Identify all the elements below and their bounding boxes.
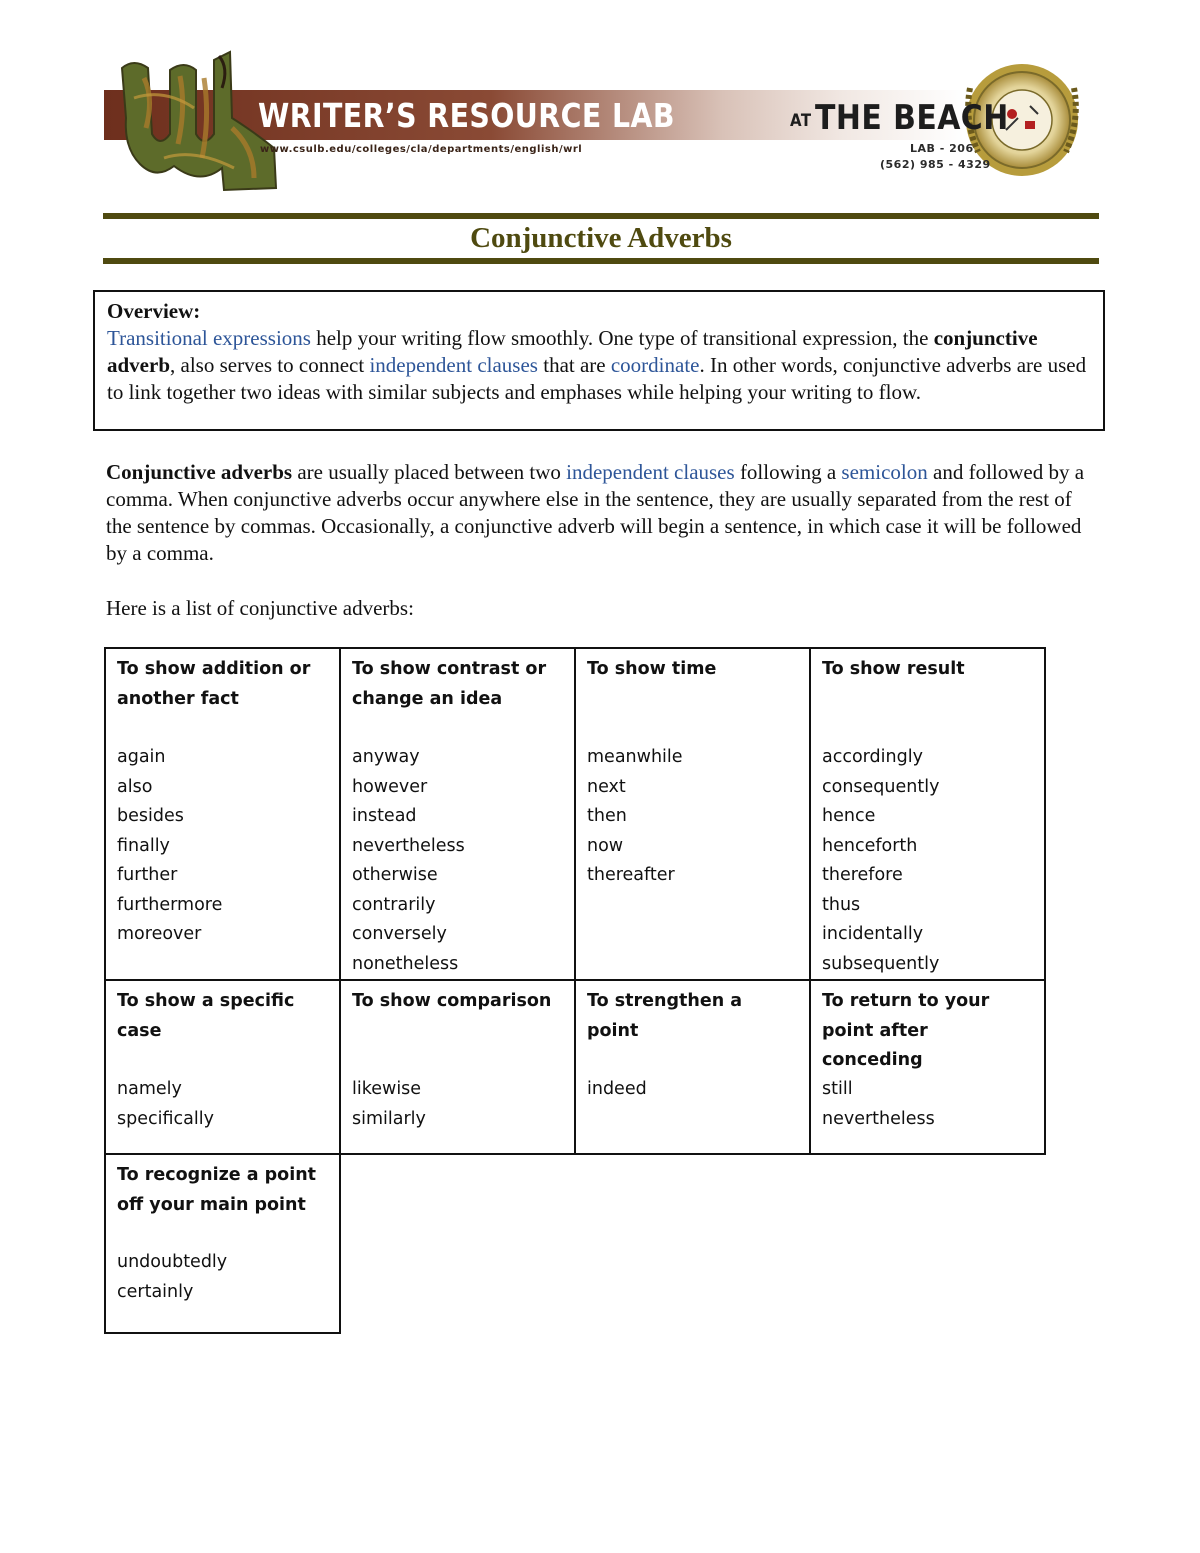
list-item: consequently	[822, 776, 940, 797]
list-item: however	[352, 776, 428, 797]
table-cell	[105, 648, 340, 980]
at-the-beach	[790, 98, 1009, 138]
overview-text: . In other words, conjunctive adverbs are used to link together two ideas with similar subjects and emphases while helping your writing to flow.	[107, 353, 1087, 404]
table-cell	[810, 648, 1045, 980]
link-transitional-expressions[interactable]: Transitional expressions	[107, 326, 311, 350]
word-list	[352, 743, 564, 979]
table-cell	[575, 648, 810, 980]
list-item: subsequently	[822, 953, 940, 974]
cell-heading: To show contrast or change an idea	[352, 659, 547, 709]
list-item: also	[117, 776, 153, 797]
list-item: again	[117, 747, 166, 767]
para-text: and followed by a comma. When conjunctive adverbs occur anywhere else in the sentence, they are usually separated from the rest of the sentence by commas. Occasionally, a conjunctive adverb will begin a sentence, in which case it will be followed by a comma.	[106, 460, 1085, 565]
list-item: thus	[822, 894, 861, 915]
list-item: similarly	[352, 1108, 426, 1129]
list-item: meanwhile	[587, 747, 683, 767]
list-item: finally	[117, 835, 170, 856]
list-item: nevertheless	[822, 1108, 935, 1129]
list-item: then	[587, 806, 627, 826]
empty-cell	[340, 1154, 575, 1333]
lab-phone: (562) 985 - 4329	[880, 158, 991, 171]
cell-heading: To return to your point after conceding	[822, 991, 990, 1070]
list-item: anyway	[352, 747, 420, 767]
word-list	[117, 1075, 329, 1134]
conjunctive-adverbs-table	[104, 647, 1046, 1334]
list-intro: Here is a list of conjunctive adverbs:	[106, 596, 414, 620]
cell-heading: To show a specific case	[117, 991, 295, 1041]
para-text: following a	[734, 460, 842, 484]
cell-heading: To show addition or another fact	[117, 659, 311, 709]
cell-heading: To strengthen a point	[587, 991, 743, 1041]
empty-cell	[810, 1154, 1045, 1333]
link-coordinate[interactable]: coordinate	[610, 353, 700, 377]
lab-name: WRITER’S RESOURCE LAB	[258, 96, 675, 135]
link-independent-clauses[interactable]: independent clauses	[566, 460, 735, 484]
link-semicolon[interactable]: semicolon	[841, 460, 928, 484]
table-row	[105, 980, 1045, 1154]
table-cell	[105, 980, 340, 1154]
title-rule-bottom	[103, 258, 1099, 264]
overview-text: that are	[537, 353, 611, 377]
list-item: nonetheless	[352, 953, 459, 974]
word-list	[117, 1248, 329, 1307]
list-item: otherwise	[352, 865, 438, 885]
list-item: moreover	[117, 924, 202, 944]
link-independent-clauses[interactable]: independent clauses	[369, 353, 538, 377]
list-item: nevertheless	[352, 835, 465, 856]
lab-url[interactable]: www.csulb.edu/colleges/cla/departments/english/wrl	[260, 144, 583, 155]
table-cell	[340, 648, 575, 980]
table-cell	[810, 980, 1045, 1154]
list-item: still	[822, 1079, 853, 1099]
word-list	[352, 1075, 564, 1134]
list-item: further	[117, 865, 178, 885]
list-item: likewise	[352, 1079, 422, 1099]
word-list	[117, 743, 329, 950]
cell-heading: To recognize a point off your main point	[117, 1165, 317, 1215]
page-title: Conjunctive Adverbs	[470, 222, 732, 254]
cell-heading: To show time	[587, 659, 717, 679]
title-rule-top	[103, 213, 1099, 219]
list-item: furthermore	[117, 894, 223, 915]
list-item: therefore	[822, 865, 903, 885]
list-item: next	[587, 776, 626, 797]
intro-paragraph	[106, 459, 1096, 567]
header-banner	[104, 48, 1094, 198]
list-item: now	[587, 835, 624, 856]
list-item: namely	[117, 1079, 182, 1099]
list-item: accordingly	[822, 747, 923, 767]
lab-room: LAB - 206	[910, 142, 974, 155]
list-item: indeed	[587, 1079, 647, 1099]
table-cell	[340, 980, 575, 1154]
table-cell	[105, 1154, 340, 1333]
list-item: certainly	[117, 1281, 194, 1302]
list-item: conversely	[352, 924, 447, 944]
list-item: besides	[117, 806, 184, 826]
empty-cell	[575, 1154, 810, 1333]
list-item: specifically	[117, 1108, 214, 1129]
para-bold-term: Conjunctive adverbs	[106, 460, 293, 484]
table-cell	[575, 980, 810, 1154]
cell-heading: To show result	[822, 659, 965, 679]
overview-text: help your writing flow smoothly. One type of transitional expression, the	[310, 326, 934, 350]
word-list	[587, 1075, 799, 1105]
list-item: thereafter	[587, 865, 675, 885]
list-item: henceforth	[822, 835, 918, 856]
list-item: contrarily	[352, 894, 436, 915]
word-list	[587, 743, 799, 891]
list-item: hence	[822, 806, 876, 826]
word-list	[822, 743, 1034, 979]
overview-bold-term: conjunctive adverb	[107, 326, 1038, 377]
beach-label: THE BEACH	[815, 98, 1009, 138]
overview-text: , also serves to connect	[170, 353, 370, 377]
cell-heading: To show comparison	[352, 991, 552, 1011]
para-text: are usually placed between two	[292, 460, 567, 484]
list-item: incidentally	[822, 924, 924, 944]
overview-box	[93, 290, 1105, 431]
table-row	[105, 1154, 1045, 1333]
list-item: instead	[352, 806, 417, 826]
at-label: AT	[790, 111, 812, 131]
table-row	[105, 648, 1045, 980]
word-list	[822, 1075, 1034, 1134]
overview-heading: Overview:	[107, 299, 201, 323]
list-item: undoubtedly	[117, 1252, 228, 1272]
